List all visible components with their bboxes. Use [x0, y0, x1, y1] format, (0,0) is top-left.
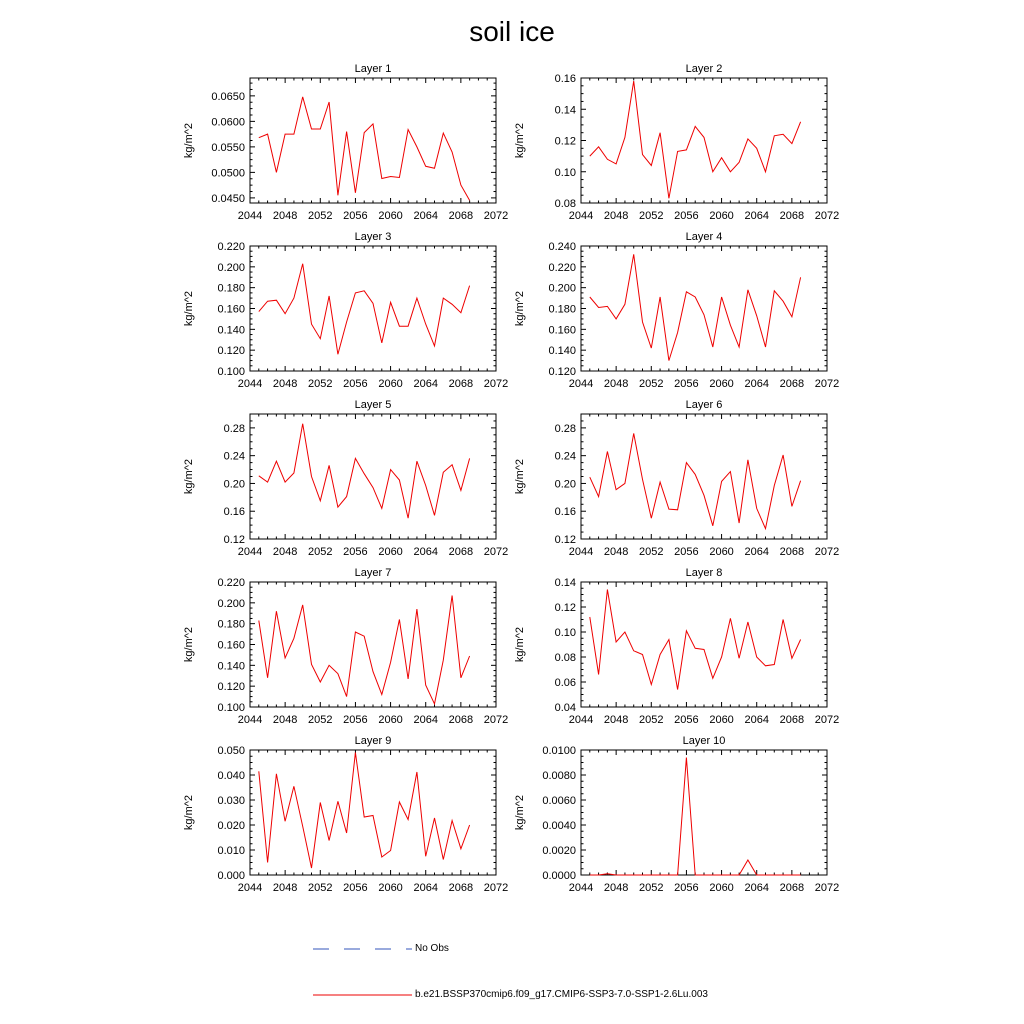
x-tick-label: 2068: [448, 714, 474, 726]
panel-layer-10: [514, 735, 839, 894]
x-tick-label: 2060: [709, 882, 734, 894]
y-axis-label: kg/m^2: [514, 290, 526, 327]
y-axis-label: kg/m^2: [183, 458, 195, 495]
y-tick-label: 0.0000: [542, 870, 576, 882]
y-tick-label: 0.0600: [211, 116, 245, 129]
panel-title: Layer 2: [685, 63, 723, 75]
series-line: [590, 590, 801, 690]
x-tick-label: 2072: [814, 714, 840, 726]
y-tick-label: 0.000: [217, 870, 245, 882]
legend-obs-label: No Obs: [415, 943, 449, 954]
x-tick-label: 2072: [483, 882, 509, 894]
x-tick-label: 2064: [744, 714, 769, 726]
y-tick-label: 0.06: [554, 677, 576, 689]
y-tick-label: 0.16: [554, 73, 576, 85]
x-tick-label: 2056: [674, 546, 699, 558]
y-tick-label: 0.16: [223, 506, 245, 519]
x-tick-label: 2044: [568, 210, 594, 222]
panel-layer-8: [514, 567, 839, 726]
y-tick-label: 0.120: [217, 345, 245, 358]
y-tick-label: 0.08: [554, 198, 576, 210]
x-tick-label: 2072: [483, 546, 509, 558]
x-tick-label: 2052: [308, 378, 333, 390]
series-line: [590, 254, 801, 360]
y-tick-label: 0.200: [548, 282, 576, 295]
x-tick-label: 2072: [814, 378, 840, 390]
y-tick-label: 0.10: [554, 166, 576, 179]
series-line: [259, 596, 470, 704]
x-tick-label: 2048: [603, 882, 629, 894]
x-tick-label: 2056: [674, 378, 699, 390]
x-tick-label: 2044: [237, 882, 263, 894]
y-tick-label: 0.24: [223, 450, 245, 463]
plot-frame: [250, 582, 496, 707]
y-tick-label: 0.10: [554, 627, 576, 639]
x-tick-label: 2068: [448, 378, 474, 390]
y-tick-label: 0.050: [217, 745, 245, 757]
x-tick-label: 2064: [744, 882, 769, 894]
y-tick-label: 0.010: [217, 845, 245, 857]
y-tick-label: 0.220: [217, 241, 245, 253]
series-line: [259, 97, 470, 200]
x-tick-label: 2048: [272, 714, 298, 726]
x-tick-label: 2048: [603, 210, 629, 222]
x-tick-label: 2072: [814, 210, 840, 222]
y-axis-label: kg/m^2: [514, 458, 526, 495]
x-tick-label: 2072: [483, 210, 509, 222]
x-tick-label: 2068: [779, 378, 805, 390]
y-tick-label: 0.220: [217, 577, 245, 589]
y-axis-label: kg/m^2: [183, 122, 195, 159]
y-tick-label: 0.0100: [542, 745, 576, 757]
y-tick-label: 0.0060: [542, 795, 576, 807]
x-tick-label: 2044: [568, 546, 594, 558]
y-tick-label: 0.28: [223, 422, 245, 435]
x-tick-label: 2048: [603, 546, 629, 558]
y-tick-label: 0.14: [554, 577, 576, 589]
y-tick-label: 0.160: [217, 639, 245, 652]
y-tick-label: 0.220: [548, 261, 576, 274]
y-tick-label: 0.0650: [211, 90, 245, 103]
plot-frame: [250, 414, 496, 539]
panel-title: Layer 10: [682, 735, 726, 747]
panel-layer-2: [514, 63, 839, 222]
series-line: [259, 753, 470, 869]
x-tick-label: 2072: [814, 546, 840, 558]
y-tick-label: 0.12: [554, 602, 576, 614]
figure-title: soil ice: [469, 16, 555, 47]
x-tick-label: 2068: [779, 714, 805, 726]
y-tick-label: 0.14: [554, 104, 576, 117]
y-tick-label: 0.08: [554, 652, 576, 664]
x-tick-label: 2060: [378, 210, 403, 222]
x-tick-label: 2056: [343, 210, 368, 222]
x-tick-label: 2044: [237, 546, 263, 558]
x-tick-label: 2052: [308, 714, 333, 726]
series-line: [590, 758, 801, 876]
x-tick-label: 2044: [237, 714, 263, 726]
x-tick-label: 2052: [639, 882, 664, 894]
series-line: [259, 264, 470, 355]
x-tick-label: 2044: [237, 210, 263, 222]
x-tick-label: 2064: [413, 882, 438, 894]
x-tick-label: 2064: [744, 210, 769, 222]
y-axis-label: kg/m^2: [183, 290, 195, 327]
x-tick-label: 2068: [448, 210, 474, 222]
x-tick-label: 2052: [308, 210, 333, 222]
x-tick-label: 2044: [568, 378, 594, 390]
x-tick-label: 2060: [709, 714, 734, 726]
y-tick-label: 0.0040: [542, 820, 576, 832]
x-tick-label: 2052: [308, 882, 333, 894]
x-tick-label: 2064: [413, 378, 438, 390]
series-line: [590, 433, 801, 528]
y-tick-label: 0.100: [217, 366, 245, 378]
x-tick-label: 2048: [603, 378, 629, 390]
x-tick-label: 2056: [343, 378, 368, 390]
x-tick-label: 2064: [413, 546, 438, 558]
y-tick-label: 0.100: [217, 702, 245, 714]
x-tick-label: 2064: [413, 210, 438, 222]
y-tick-label: 0.16: [554, 506, 576, 519]
y-tick-label: 0.140: [548, 345, 576, 358]
x-tick-label: 2060: [709, 378, 734, 390]
y-tick-label: 0.20: [223, 478, 245, 491]
y-tick-label: 0.12: [554, 135, 576, 148]
panel-title: Layer 6: [685, 399, 723, 411]
panel-title: Layer 4: [685, 231, 723, 243]
y-tick-label: 0.030: [217, 795, 245, 807]
panel-title: Layer 9: [354, 735, 392, 747]
x-tick-label: 2056: [674, 714, 699, 726]
plot-frame: [581, 750, 827, 875]
plot-frame: [581, 414, 827, 539]
panel-layer-7: [183, 567, 508, 726]
panel-layer-4: [514, 231, 839, 390]
plot-frame: [581, 78, 827, 203]
x-tick-label: 2044: [237, 378, 263, 390]
panel-title: Layer 1: [354, 63, 392, 75]
y-tick-label: 0.240: [548, 241, 576, 253]
x-tick-label: 2060: [378, 378, 403, 390]
x-tick-label: 2052: [639, 210, 664, 222]
y-axis-label: kg/m^2: [514, 122, 526, 159]
panel-title: Layer 5: [354, 399, 392, 411]
x-tick-label: 2052: [308, 546, 333, 558]
panel-layer-3: [183, 231, 508, 390]
x-tick-label: 2064: [744, 378, 769, 390]
y-axis-label: kg/m^2: [183, 626, 195, 663]
x-tick-label: 2056: [674, 882, 699, 894]
x-tick-label: 2072: [814, 882, 840, 894]
x-tick-label: 2068: [779, 546, 805, 558]
panel-layer-1: [183, 63, 508, 222]
y-tick-label: 0.12: [223, 534, 245, 546]
y-tick-label: 0.180: [548, 303, 576, 316]
x-tick-label: 2048: [603, 714, 629, 726]
x-tick-label: 2048: [272, 378, 298, 390]
series-line: [259, 424, 470, 519]
x-tick-label: 2056: [343, 882, 368, 894]
y-tick-label: 0.120: [217, 681, 245, 694]
x-tick-label: 2060: [709, 546, 734, 558]
panel-layer-6: [514, 399, 839, 558]
plot-frame: [250, 78, 496, 203]
y-tick-label: 0.04: [554, 702, 576, 714]
y-tick-label: 0.180: [217, 618, 245, 631]
y-tick-label: 0.0020: [542, 845, 576, 857]
panel-layer-5: [183, 399, 508, 558]
y-tick-label: 0.0550: [211, 141, 245, 154]
x-tick-label: 2072: [483, 378, 509, 390]
y-tick-label: 0.180: [217, 282, 245, 295]
y-tick-label: 0.160: [217, 303, 245, 316]
x-tick-label: 2048: [272, 210, 298, 222]
x-tick-label: 2064: [744, 546, 769, 558]
y-tick-label: 0.28: [554, 422, 576, 435]
legend-model-label: b.e21.BSSP370cmip6.f09_g17.CMIP6-SSP3-7.0-SSP1-2.6Lu.003: [415, 989, 708, 1000]
plot-frame: [581, 246, 827, 371]
y-tick-label: 0.20: [554, 478, 576, 491]
x-tick-label: 2056: [674, 210, 699, 222]
x-tick-label: 2048: [272, 882, 298, 894]
y-tick-label: 0.160: [548, 324, 576, 337]
x-tick-label: 2044: [568, 714, 594, 726]
y-tick-label: 0.0450: [211, 192, 245, 205]
x-tick-label: 2064: [413, 714, 438, 726]
y-tick-label: 0.0080: [542, 770, 576, 782]
plot-frame: [250, 246, 496, 371]
x-tick-label: 2068: [448, 882, 474, 894]
y-tick-label: 0.0500: [211, 167, 245, 180]
x-tick-label: 2060: [709, 210, 734, 222]
y-tick-label: 0.120: [548, 366, 576, 378]
y-tick-label: 0.040: [217, 770, 245, 782]
y-tick-label: 0.24: [554, 450, 576, 463]
x-tick-label: 2052: [639, 546, 664, 558]
y-tick-label: 0.12: [554, 534, 576, 546]
series-line: [590, 81, 801, 198]
x-tick-label: 2056: [343, 714, 368, 726]
y-tick-label: 0.140: [217, 660, 245, 673]
y-tick-label: 0.200: [217, 261, 245, 274]
x-tick-label: 2068: [779, 882, 805, 894]
y-tick-label: 0.140: [217, 324, 245, 337]
y-tick-label: 0.020: [217, 820, 245, 832]
x-tick-label: 2060: [378, 882, 403, 894]
x-tick-label: 2056: [343, 546, 368, 558]
y-axis-label: kg/m^2: [183, 794, 195, 831]
panel-title: Layer 7: [354, 567, 392, 579]
panel-layer-9: [183, 735, 508, 894]
x-tick-label: 2060: [378, 546, 403, 558]
y-tick-label: 0.200: [217, 597, 245, 610]
x-tick-label: 2068: [448, 546, 474, 558]
x-tick-label: 2044: [568, 882, 594, 894]
plot-frame: [581, 582, 827, 707]
y-axis-label: kg/m^2: [514, 626, 526, 663]
x-tick-label: 2060: [378, 714, 403, 726]
x-tick-label: 2052: [639, 714, 664, 726]
x-tick-label: 2068: [779, 210, 805, 222]
panel-title: Layer 3: [354, 231, 392, 243]
x-tick-label: 2072: [483, 714, 509, 726]
panel-title: Layer 8: [685, 567, 723, 579]
x-tick-label: 2048: [272, 546, 298, 558]
y-axis-label: kg/m^2: [514, 794, 526, 831]
x-tick-label: 2052: [639, 378, 664, 390]
